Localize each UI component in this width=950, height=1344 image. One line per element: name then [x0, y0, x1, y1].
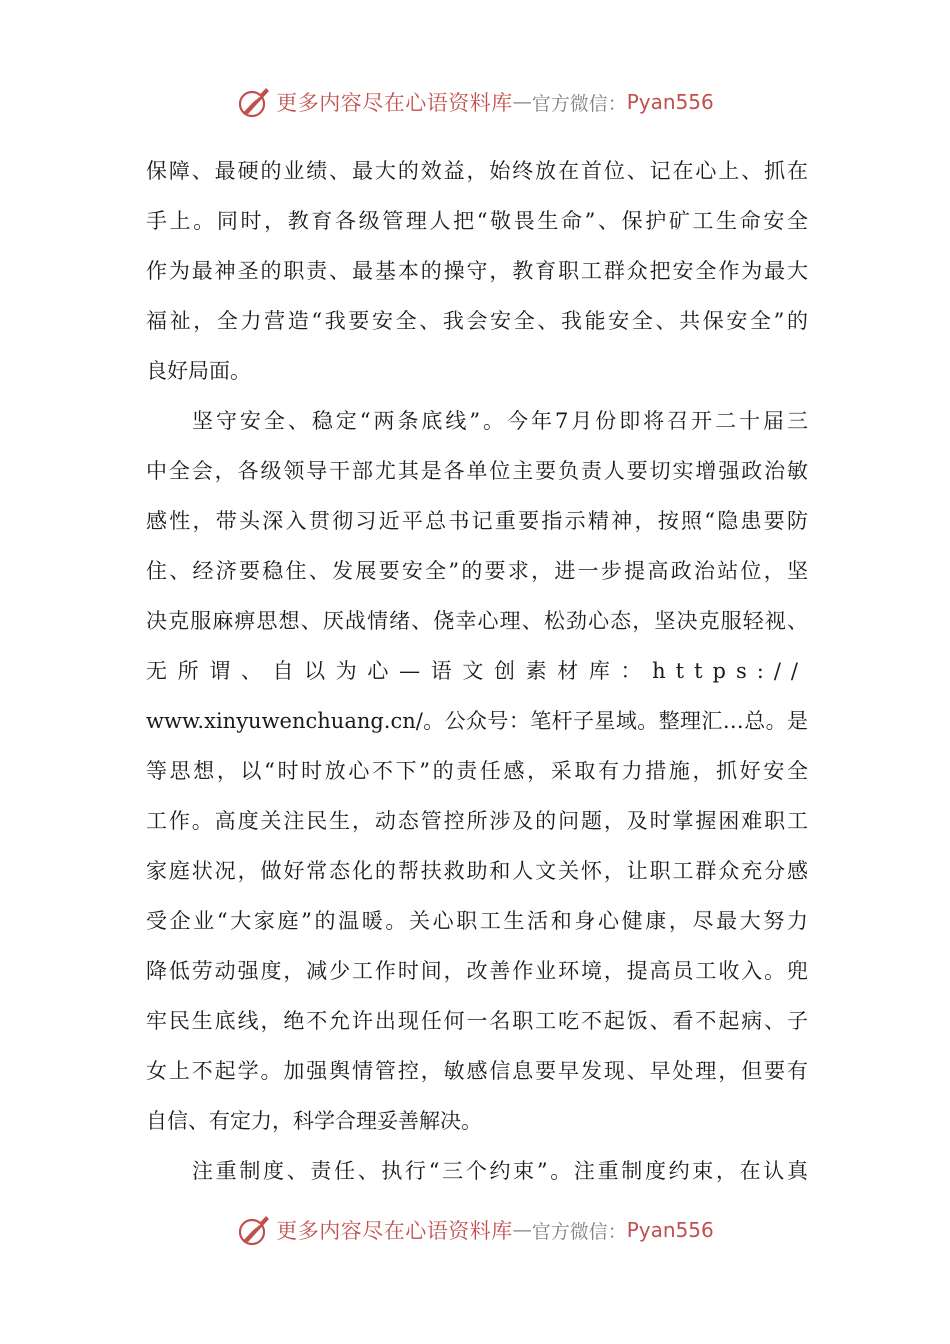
banner-wechat-id: Pyan556 [626, 90, 714, 114]
text-line: 牢民生底线，绝不允许出现任何一名职工吃不起饭、看不起病、子 [146, 1009, 808, 1033]
paragraph-first-line: 坚守安全、稳定“两条底线”。今年7月份即将召开二十届三 [192, 409, 808, 433]
banner-title: 更多内容尽在心语资料库 [276, 1219, 513, 1243]
text-line: 女上不起学。加强舆情管控，敏感信息要早发现、早处理，但要有 [146, 1059, 808, 1083]
text-line: 受企业“大家庭”的温暖。关心职工生活和身心健康，尽最大努力 [146, 909, 808, 933]
text-line: 家庭状况，做好常态化的帮扶救助和人文关怀，让职工群众充分感 [146, 859, 808, 883]
banner-wechat-id: Pyan556 [626, 1218, 714, 1242]
banner-dash: — [512, 1219, 532, 1241]
text-line: 感性，带头深入贯彻习近平总书记重要指示精神，按照“隐患要防 [146, 509, 808, 533]
text-line: 保障、最硬的业绩、最大的效益，始终放在首位、记在心上、抓在 [146, 159, 808, 183]
text-line: 福祉，全力营造“我要安全、我会安全、我能安全、共保安全”的 [146, 309, 808, 333]
text-line: 无所谓、自以为心—语文创素材库：https:// [146, 659, 808, 683]
text-line: 手上。同时，教育各级管理人把“敬畏生命”、保护矿工生命安全 [146, 209, 808, 233]
paragraph-first-line: 注重制度、责任、执行“三个约束”。注重制度约束，在认真 [192, 1159, 808, 1183]
text-line: 良好局面。 [146, 359, 251, 383]
text-line: 等思想，以“时时放心不下”的责任感，采取有力措施，抓好安全 [146, 759, 808, 783]
text-line: 中全会，各级领导干部尤其是各单位主要负责人要切实增强政治敏 [146, 459, 808, 483]
text-line: 工作。高度关注民生，动态管控所涉及的问题，及时掌握困难职工 [146, 809, 808, 833]
header-watermark-banner [0, 80, 950, 124]
banner-official-label: 官方微信： [531, 1220, 627, 1243]
text-line: 自信、有定力，科学合理妥善解决。 [146, 1109, 482, 1133]
banner-title: 更多内容尽在心语资料库 [276, 91, 513, 115]
banner-official-label: 官方微信： [531, 92, 627, 115]
text-line: 住、经济要稳住、发展要安全”的要求，进一步提高政治站位，坚 [146, 559, 808, 583]
text-line: www.xinyuwenchuang.cn/。公众号：笔杆子星域。整理汇…总。是 [146, 709, 808, 733]
text-line: 决克服麻痹思想、厌战情绪、侥幸心理、松劲心态，坚决克服轻视、 [146, 609, 808, 633]
quill-logo-icon [236, 84, 272, 120]
quill-logo-icon [236, 1212, 272, 1248]
banner-dash: — [512, 91, 532, 113]
footer-watermark-banner [0, 1208, 950, 1252]
text-line: 降低劳动强度，减少工作时间，改善作业环境，提高员工收入。兜 [146, 959, 808, 983]
text-line: 作为最神圣的职责、最基本的操守，教育职工群众把安全作为最大 [146, 259, 808, 283]
